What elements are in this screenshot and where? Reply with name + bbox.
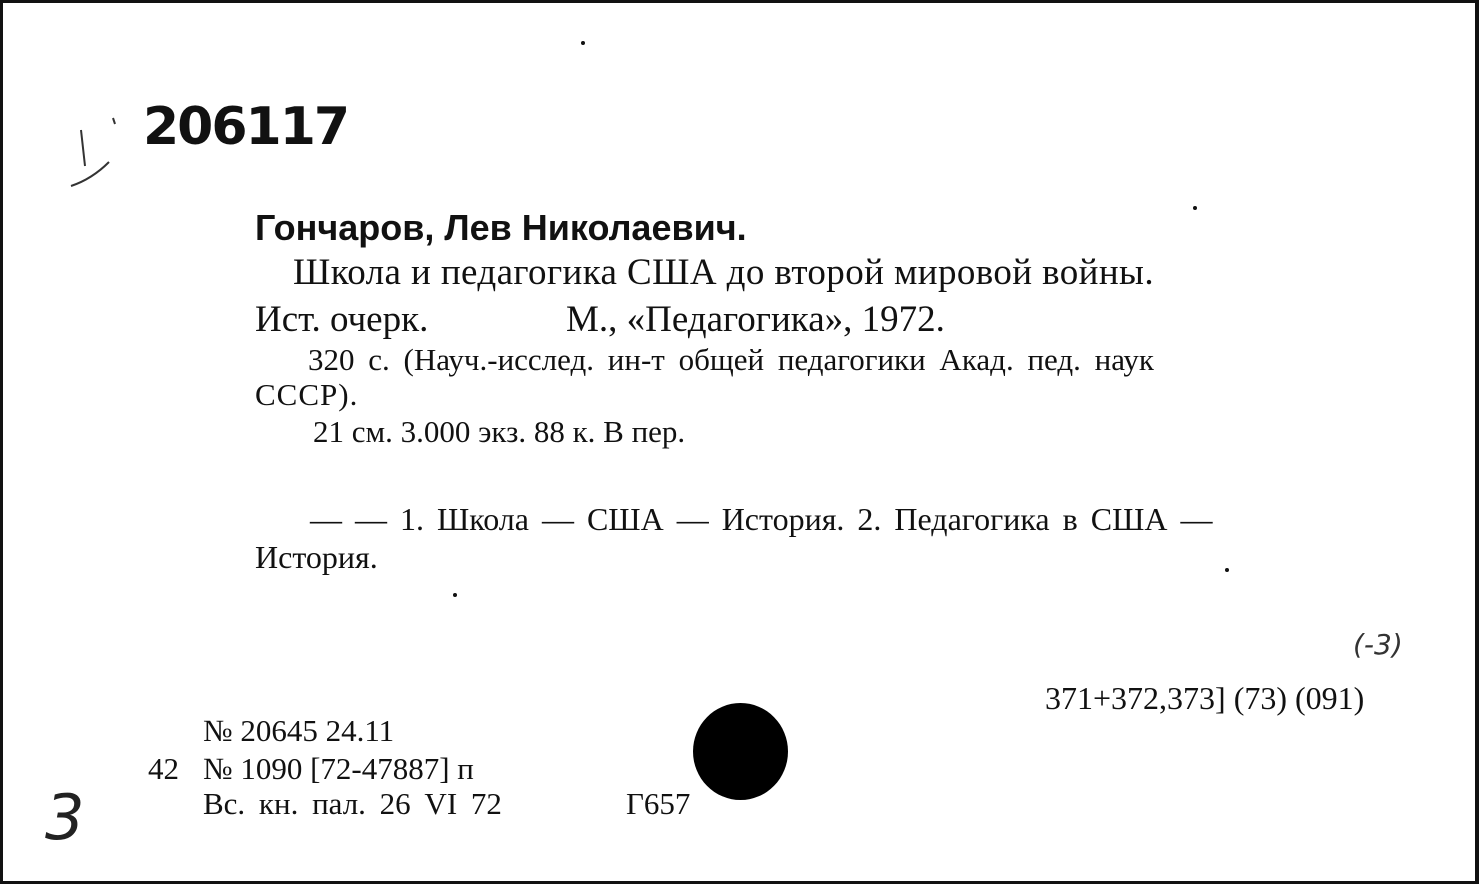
- subjects-line-2: История.: [255, 539, 378, 575]
- record-line-2: № 1090 [72-47887] п: [203, 751, 474, 786]
- pages-line-1: 320 с. (Науч.-исслед. ин-т общей педагогики Акад. пед. наук: [308, 342, 1154, 377]
- speck: [1225, 568, 1229, 572]
- speck: [581, 41, 585, 45]
- pages-line-2: СССР).: [255, 377, 359, 412]
- classification-code: 371+372,373] (73) (091): [1045, 680, 1365, 716]
- size-line: 21 см. 3.000 экз. 88 к. В пер.: [313, 414, 686, 449]
- speck: [453, 593, 457, 597]
- speck: [1193, 206, 1197, 210]
- punched-hole: [693, 703, 788, 800]
- author-heading: Гончаров, Лев Николаевич.: [255, 207, 747, 248]
- record-line-1: № 20645 24.11: [203, 713, 395, 748]
- record-line-2-prefix: 42: [148, 751, 179, 786]
- title-line-2a: Ист. очерк.: [255, 299, 429, 340]
- pencil-mark: [63, 108, 123, 198]
- handwritten-accession-number: 206117: [143, 97, 349, 157]
- handwritten-mark: 3: [45, 781, 85, 854]
- shelf-code: Г657: [626, 786, 691, 821]
- subjects-line-1: — — 1. Школа — США — История. 2. Педагогика в США —: [310, 501, 1213, 537]
- classification-handwritten: (-3): [1353, 628, 1403, 661]
- title-line-2b: М., «Педагогика», 1972.: [566, 299, 945, 340]
- title-line-1: Школа и педагогика США до второй мировой войны.: [293, 252, 1154, 293]
- record-line-3: Вс. кн. пал. 26 VI 72: [203, 786, 502, 821]
